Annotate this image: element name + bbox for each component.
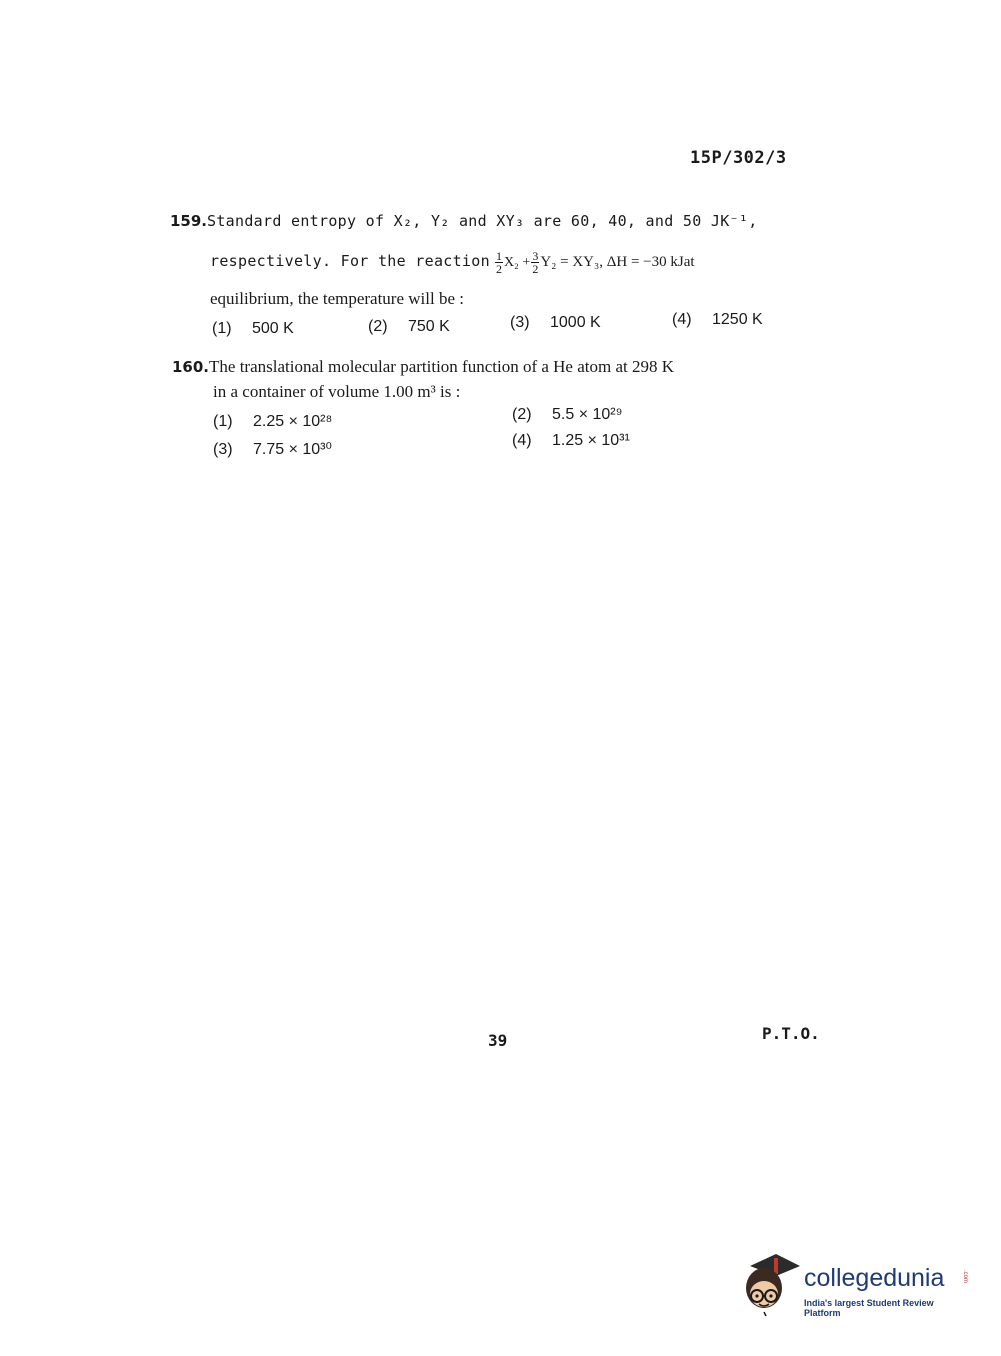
q159-text-2: respectively. For the reaction [210,252,490,271]
q160-option-2[interactable]: (2) 5.5 × 10²⁹ [512,406,623,423]
q160-option-1[interactable]: (1) 2.25 × 10²⁸ [213,413,333,430]
paper-code: 15P/302/3 [690,148,787,168]
q160-number: 160. [172,358,210,376]
q159-text-1: Standard entropy of X₂, Y₂ and XY₃ are 60, 40, and 50 JK⁻¹, [207,212,758,230]
fraction-one-half: $\frac{1}{2}$ [495,249,502,276]
pto-label: P.T.O. [762,1024,820,1043]
q160-option-3[interactable]: (3) 7.75 × 10³⁰ [213,441,332,458]
q159-line-1 [170,212,758,231]
page-number: 39 [488,1031,508,1050]
q160-text-1: The translational molecular partition function of a He atom at 298 K [209,357,675,376]
q159-option-3[interactable]: (3) 1000 K [510,314,601,331]
q159-text-3: equilibrium, the temperature will be : [210,289,464,308]
brand-dotcom: .com [962,1270,968,1284]
mascot-icon [740,1250,804,1320]
q159-line-2: respectively. For the reaction $\frac{1}{2}$ X₂ + $\frac{3}{2}$ Y₂ = XY₃, ΔH = −30 kJat [210,249,695,276]
collegedunia-logo [740,1250,970,1320]
fraction-three-half: $\frac{3}{2}$ [532,249,539,276]
q159-option-4[interactable]: (4) 1250 K [672,311,763,328]
q160-text-2: in a container of volume 1.00 m³ is : [213,382,461,401]
q159-option-2[interactable]: (2) 750 K [368,318,450,335]
brand-tagline: India's largest Student Review Platform [804,1298,934,1318]
brand-name: collegedunia [804,1264,945,1292]
q159-number: 159. [170,212,208,230]
q159-option-1[interactable]: (1) 500 K [212,320,294,337]
q160-line-1 [172,357,674,377]
q160-option-4[interactable]: (4) 1.25 × 10³¹ [512,432,630,449]
